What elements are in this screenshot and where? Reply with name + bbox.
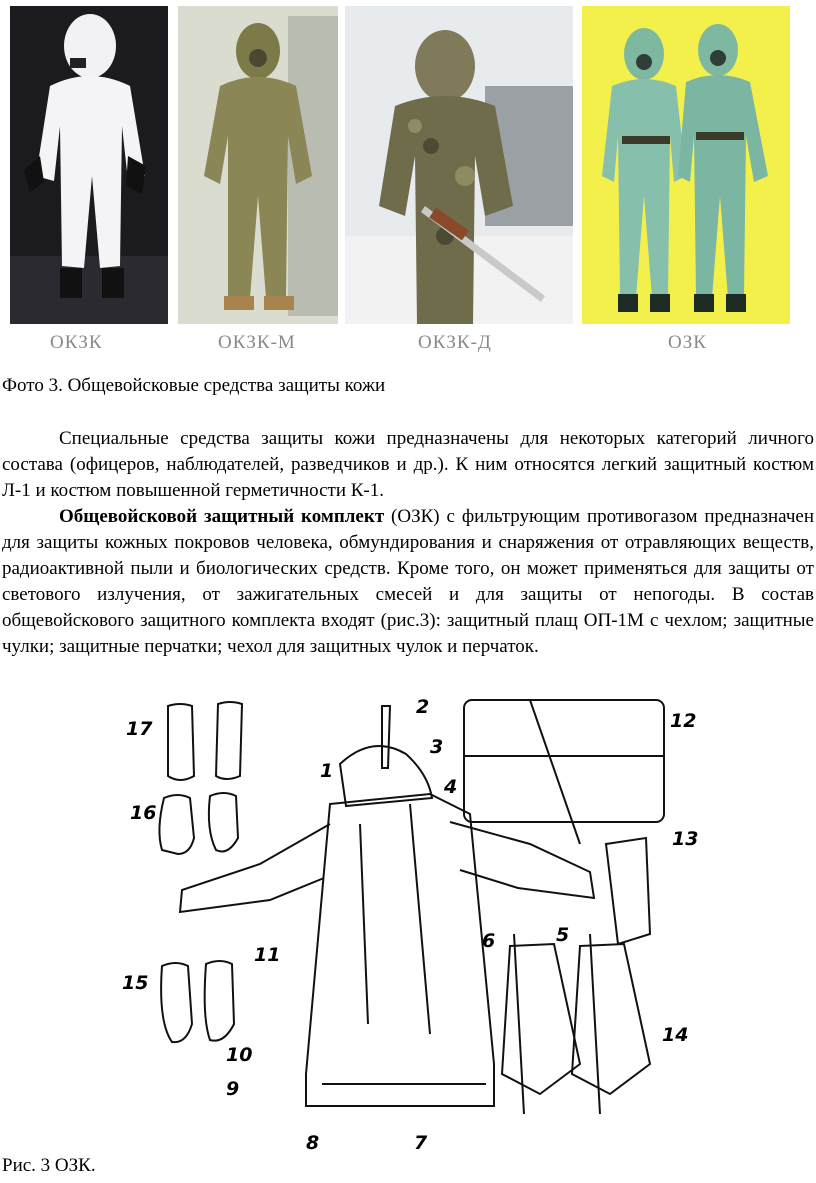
callout-5: 5 <box>556 924 570 946</box>
callout-12: 12 <box>670 710 697 732</box>
photo-caption: Фото 3. Общевойсковые средства защиты кожи <box>2 375 386 396</box>
photo-strip <box>0 6 816 356</box>
callout-17: 17 <box>126 718 153 740</box>
photo-label-ozk: ОЗК <box>668 332 707 353</box>
ozk-figure <box>110 694 710 1164</box>
photo-label-okzk-d: ОКЗК-Д <box>418 332 492 353</box>
paragraph-ozk <box>2 504 814 660</box>
callout-7: 7 <box>414 1132 428 1154</box>
photo-label-okzk: ОКЗК <box>50 332 103 353</box>
paragraph-special-means: Специальные средства защиты кожи предназначены для некоторых категорий личного состава (офицеров, наблюдателей, разведчиков и др.). К ним относятся легкий защитный костюм Л-1 и костюм повышенной герметичности К-1. <box>2 428 814 501</box>
photo-okzk-m <box>178 6 338 324</box>
paragraph-ozk-text: (ОЗК) с фильтрующим противогазом предназначен для защиты кожных покровов человека, обмундирования и снаряжения от отравляющих веществ, радиоактивной пыли и биологических средств. Кроме того, он может применяться для защиты от светового излучения, от зажигательных смесей и для защиты от непогоды. В состав общевойскового защитного комплекта входят (рис.3): защитный плащ ОП-1М с чехлом; защитные чулки; защитные перчатки; чехол для защитных чулок и перчаток. <box>2 506 814 657</box>
photo-ozk <box>582 6 790 324</box>
photo-label-okzk-m: ОКЗК-М <box>218 332 296 353</box>
callout-4: 4 <box>444 776 458 798</box>
term-ozk: Общевойсковой защитный комплект <box>59 506 385 527</box>
photo-okzk <box>10 6 168 324</box>
callout-3: 3 <box>430 736 444 758</box>
callout-14: 14 <box>662 1024 689 1046</box>
callout-1: 1 <box>320 760 334 782</box>
callout-2: 2 <box>416 696 430 718</box>
callout-15: 15 <box>122 972 149 994</box>
callout-9: 9 <box>226 1078 240 1100</box>
photo-okzk-d <box>345 6 573 324</box>
callout-10: 10 <box>226 1044 253 1066</box>
callout-11: 11 <box>254 944 281 966</box>
figure-caption: Рис. 3 ОЗК. <box>2 1155 96 1176</box>
callout-6: 6 <box>482 930 496 952</box>
callout-16: 16 <box>130 802 157 824</box>
callout-8: 8 <box>306 1132 320 1154</box>
callout-13: 13 <box>672 828 699 850</box>
